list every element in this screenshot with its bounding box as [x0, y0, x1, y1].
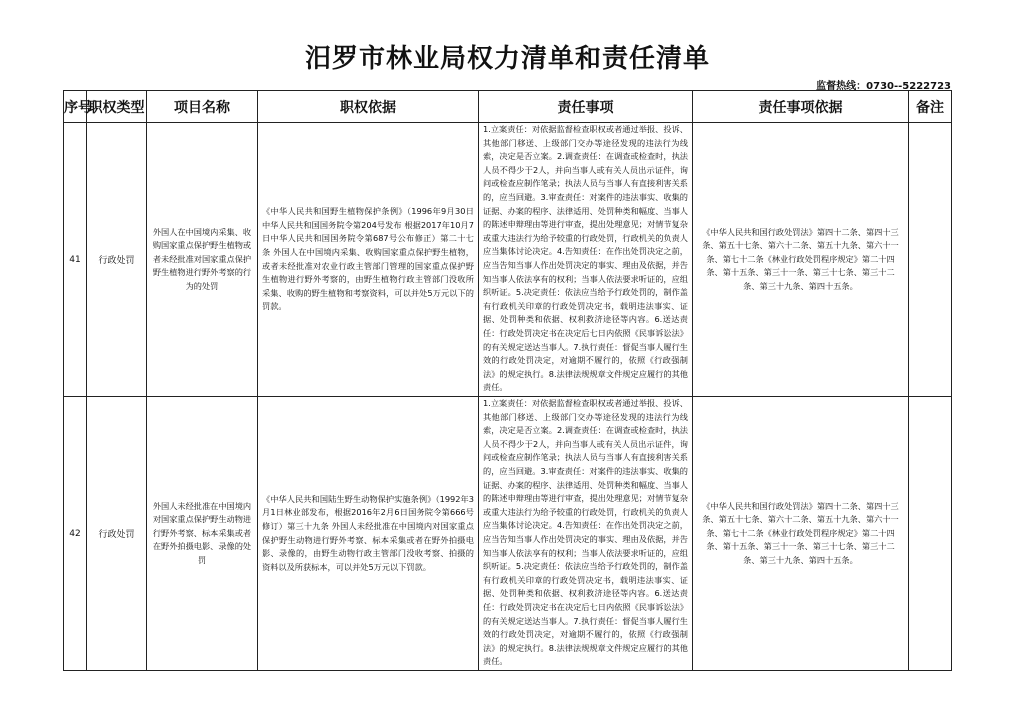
header-cell: 职权依据 [258, 91, 479, 123]
item-name: 外国人未经批准在中国境内对国家重点保护野生动物进行野外考察、标本采集或者在野外拍摄电影、录像的处罚 [147, 397, 258, 671]
table-row [64, 397, 952, 671]
row-number: 42 [64, 397, 87, 671]
header-cell: 责任事项依据 [693, 91, 909, 123]
responsibility-basis: 《中华人民共和国行政处罚法》第四十二条、第四十三条、第五十七条、第六十二条、第五十九条、第六十一条、第七十二条《林业行政处罚程序规定》第二十四条、第十五条、第三十一条、第三十七条、第三十二条、第三十九条、第四十五条。 [702, 500, 899, 565]
responsibility-text: 1.立案责任：对依据监督检查职权或者通过举报、投诉、其他部门移送、上级部门交办等途径发现的违法行为线索，决定是否立案。2.调查责任：在调查或检查时，执法人员不得少于2人，并向当事人或有关人员出示证件，询问或检查应制作笔录；执法人员与当事人有直接利害关系的，应当回避。3.审查责任：对案件的违法事实、收集的证据、办案的程序、法律适用、处罚种类和幅度、当事人的陈述申辩理由等进行审查，提出处理意见；对情节复杂或重大违法行为给予较重的行政处罚，行政机关的负责人应当集体讨论决定。4.告知责任：在作出处罚决定之前，应当告知当事人作出处罚决定的事实、理由及依据，并告知当事人依法享有的权利；当事人依法要求听证的，应组织听证。5.决定责任：依法应当给予行政处罚的，制作盖有行政机关印章的行政处罚决定书，载明违法事实、证据、处罚种类和依据、权利救济途径等内容。6.送达责任：行政处罚决定书在决定后七日内依照《民事诉讼法》的有关规定送达当事人。7.执行责任：督促当事人履行生效的行政处罚决定，对逾期不履行的，依照《行政强制法》的规定执行。8.法律法规规章文件规定应履行的其他责任。 [483, 124, 688, 393]
row-number: 41 [64, 123, 87, 397]
table-header-row [64, 91, 952, 123]
responsibility-basis: 《中华人民共和国行政处罚法》第四十二条、第四十三条、第五十七条、第六十二条、第五十九条、第六十一条、第七十二条《林业行政处罚程序规定》第二十四条、第十五条、第三十一条、第三十七条、第三十二条、第三十九条、第四十五条。 [702, 226, 899, 291]
remark [909, 397, 952, 671]
responsibility-basis-cell [693, 397, 909, 671]
hotline-text: 监督热线：0730--5222723 [816, 81, 951, 92]
responsibility-text: 1.立案责任：对依据监督检查职权或者通过举报、投诉、其他部门移送、上级部门交办等途径发现的违法行为线索，决定是否立案。2.调查责任：在调查或检查时，执法人员不得少于2人，并向当事人或有关人员出示证件，询问或检查应制作笔录；执法人员与当事人有直接利害关系的，应当回避。3.审查责任：对案件的违法事实、收集的证据、办案的程序、法律适用、处罚种类和幅度、当事人的陈述申辩理由等进行审查，提出处理意见；对情节复杂或重大违法行为给予较重的行政处罚，行政机关的负责人应当集体讨论决定。4.告知责任：在作出处罚决定之前，应当告知当事人作出处罚决定的事实、理由及依据，并告知当事人依法享有的权利；当事人依法要求听证的，应组织听证。5.决定责任：依法应当给予行政处罚的，制作盖有行政机关印章的行政处罚决定书，载明违法事实、证据、处罚种类和依据、权利救济途径等内容。6.送达责任：行政处罚决定书在决定后七日内依照《民事诉讼法》的有关规定送达当事人。7.执行责任：督促当事人履行生效的行政处罚决定，对逾期不履行的，依照《行政强制法》的规定执行。8.法律法规规章文件规定应履行的其他责任。 [483, 398, 688, 667]
responsibility-cell [479, 397, 693, 671]
responsibility-cell [479, 123, 693, 397]
power-type: 行政处罚 [87, 123, 147, 397]
header-cell: 项目名称 [147, 91, 258, 123]
item-name: 外国人在中国境内采集、收购国家重点保护野生植物或者未经批准对国家重点保护野生植物进行野外考察的行为的处罚 [147, 123, 258, 397]
power-list-table [63, 90, 952, 671]
power-basis: 《中华人民共和国野生植物保护条例》（1996年9月30日中华人民共和国国务院令第204号发布 根据2017年10月7日中华人民共和国国务院令第687号公布修正）第二十七条 外国人在中国境内采集、收购国家重点保护野生植物，或者未经批准对农业行政主管部门管理的国家重点保护野生植物进行野外考察的，由野生植物行政主管部门没收所采集、收购的野生植物和考察资料，可以并处5万元以下的罚款。 [258, 123, 479, 397]
table-row [64, 123, 952, 397]
responsibility-basis-cell [693, 123, 909, 397]
header-cell: 职权类型 [87, 91, 147, 123]
header-cell: 备注 [909, 91, 952, 123]
power-type: 行政处罚 [87, 397, 147, 671]
header-cell: 责任事项 [479, 91, 693, 123]
remark [909, 123, 952, 397]
page-title: 汨罗市林业局权力清单和责任清单 [304, 44, 710, 74]
power-basis: 《中华人民共和国陆生野生动物保护实施条例》（1992年3月1日林业部发布，根据2016年2月6日国务院令第666号修订）第三十九条 外国人未经批准在中国境内对国家重点保护野生动物进行野外考察、标本采集或者在野外拍摄电影、录像的，由野生动物行政主管部门没收考察、拍摄的资料以及所获标本，可以并处5万元以下罚款。 [258, 397, 479, 671]
header-cell: 序号 [64, 91, 87, 123]
